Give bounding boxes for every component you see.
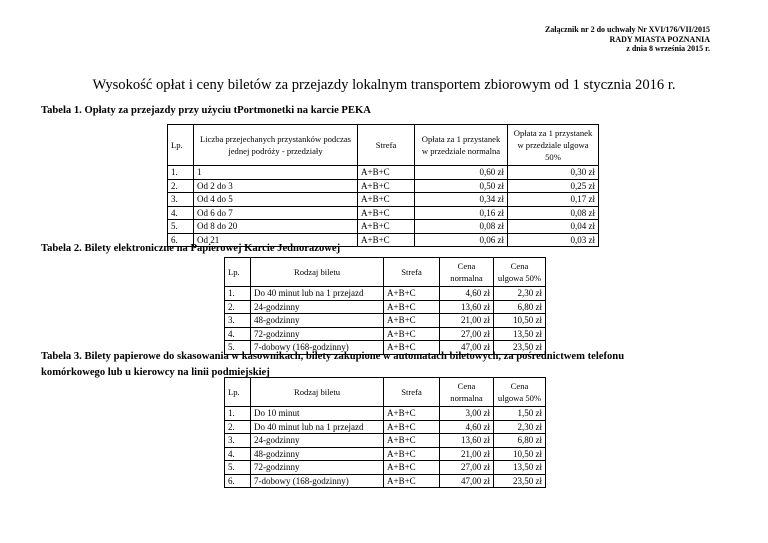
reduced-price-cell: 6,80 zł xyxy=(494,434,546,448)
normal-price-cell: 0,60 zł xyxy=(415,166,508,180)
reduced-price-cell: 0,30 zł xyxy=(508,166,599,180)
lp-cell: 5. xyxy=(168,220,194,234)
type-cell: 48-godzinny xyxy=(251,447,384,461)
table1-header-stops: Liczba przejechanych przystanków podczas jednej podróży - przedziały xyxy=(194,125,358,166)
lp-cell: 3. xyxy=(168,193,194,207)
type-cell: Od 21 xyxy=(194,233,358,247)
lp-cell: 4. xyxy=(168,206,194,220)
table-row xyxy=(168,206,599,220)
table1 xyxy=(167,124,599,247)
type-cell: Od 6 do 7 xyxy=(194,206,358,220)
lp-cell: 1. xyxy=(225,287,251,301)
normal-price-cell: 0,08 zł xyxy=(415,220,508,234)
normal-price-cell: 13,60 zł xyxy=(440,434,494,448)
reduced-price-cell: 0,03 zł xyxy=(508,233,599,247)
table2-header-normal: Cena normalna xyxy=(440,258,494,287)
table-row xyxy=(225,327,546,341)
normal-price-cell: 27,00 zł xyxy=(440,327,494,341)
reduced-price-cell: 0,25 zł xyxy=(508,179,599,193)
reduced-price-cell: 0,08 zł xyxy=(508,206,599,220)
table-row xyxy=(225,447,546,461)
zone-cell: A+B+C xyxy=(358,220,415,234)
table3 xyxy=(224,377,546,488)
reduced-price-cell: 0,04 zł xyxy=(508,220,599,234)
reduced-price-cell: 6,80 zł xyxy=(494,300,546,314)
reduced-price-cell: 13,50 zł xyxy=(494,327,546,341)
table3-header-type: Rodzaj biletu xyxy=(251,378,384,407)
table3-header-zone: Strefa xyxy=(384,378,440,407)
type-cell: 24-godzinny xyxy=(251,434,384,448)
reduced-price-cell: 2,30 zł xyxy=(494,287,546,301)
table-row xyxy=(168,220,599,234)
lp-cell: 1. xyxy=(168,166,194,180)
table-row xyxy=(168,193,599,207)
zone-cell: A+B+C xyxy=(384,327,440,341)
resolution-line-3: z dnia 8 września 2015 r. xyxy=(626,44,710,53)
normal-price-cell: 21,00 zł xyxy=(440,447,494,461)
reduced-price-cell: 0,17 zł xyxy=(508,193,599,207)
normal-price-cell: 0,34 zł xyxy=(415,193,508,207)
zone-cell: A+B+C xyxy=(384,447,440,461)
reduced-price-cell: 2,30 zł xyxy=(494,420,546,434)
table1-header-reduced: Opłata za 1 przystanek w przedziale ulgowa 50% xyxy=(508,125,599,166)
normal-price-cell: 3,00 zł xyxy=(440,407,494,421)
resolution-note xyxy=(545,25,710,54)
type-cell: Od 4 do 5 xyxy=(194,193,358,207)
lp-cell: 2. xyxy=(168,179,194,193)
zone-cell: A+B+C xyxy=(384,341,440,355)
reduced-price-cell: 10,50 zł xyxy=(494,314,546,328)
zone-cell: A+B+C xyxy=(358,206,415,220)
zone-cell: A+B+C xyxy=(358,193,415,207)
lp-cell: 4. xyxy=(225,447,251,461)
lp-cell: 3. xyxy=(225,434,251,448)
normal-price-cell: 0,50 zł xyxy=(415,179,508,193)
type-cell: Do 40 minut lub na 1 przejazd xyxy=(251,420,384,434)
lp-cell: 6. xyxy=(225,474,251,488)
type-cell: 72-godzinny xyxy=(251,327,384,341)
type-cell: 48-godzinny xyxy=(251,314,384,328)
table-row xyxy=(225,420,546,434)
type-cell: 1 xyxy=(194,166,358,180)
reduced-price-cell: 23,50 zł xyxy=(494,341,546,355)
resolution-line-2: RADY MIASTA POZNANIA xyxy=(609,34,710,44)
reduced-price-cell: 10,50 zł xyxy=(494,447,546,461)
zone-cell: A+B+C xyxy=(384,314,440,328)
table2-header-type: Rodzaj biletu xyxy=(251,258,384,287)
zone-cell: A+B+C xyxy=(384,300,440,314)
type-cell: 7-dobowy (168-godzinny) xyxy=(251,341,384,355)
type-cell: Do 10 minut xyxy=(251,407,384,421)
table1-caption: Tabela 1. Opłaty za przejazdy przy użyciu tPortmonetki na karcie PEKA xyxy=(41,105,371,116)
table3-caption-line-1: Tabela 3. Bilety papierowe do skasowania w kasownikach, bilety zakupione w automatach biletowych, za pośrednictwem telefonu xyxy=(41,351,625,362)
normal-price-cell: 0,16 zł xyxy=(415,206,508,220)
reduced-price-cell: 23,50 zł xyxy=(494,474,546,488)
lp-cell: 2. xyxy=(225,300,251,314)
zone-cell: A+B+C xyxy=(384,407,440,421)
type-cell: Od 8 do 20 xyxy=(194,220,358,234)
zone-cell: A+B+C xyxy=(358,179,415,193)
table2-header-lp: Lp. xyxy=(225,258,251,287)
normal-price-cell: 13,60 zł xyxy=(440,300,494,314)
zone-cell: A+B+C xyxy=(384,474,440,488)
table-row xyxy=(225,287,546,301)
table-row xyxy=(168,179,599,193)
normal-price-cell: 47,00 zł xyxy=(440,474,494,488)
table-row xyxy=(225,407,546,421)
document-title: Wysokość opłat i ceny biletów za przejazdy lokalnym transportem zbiorowym od 1 stycznia 2016 r. xyxy=(92,77,676,93)
reduced-price-cell: 1,50 zł xyxy=(494,407,546,421)
table-row xyxy=(225,300,546,314)
lp-cell: 1. xyxy=(225,407,251,421)
normal-price-cell: 4,60 zł xyxy=(440,420,494,434)
type-cell: 7-dobowy (168-godzinny) xyxy=(251,474,384,488)
type-cell: 24-godzinny xyxy=(251,300,384,314)
normal-price-cell: 0,06 zł xyxy=(415,233,508,247)
table3-header-reduced: Cena ulgowa 50% xyxy=(494,378,546,407)
lp-cell: 5. xyxy=(225,461,251,475)
lp-cell: 3. xyxy=(225,314,251,328)
zone-cell: A+B+C xyxy=(384,287,440,301)
resolution-line-1: Załącznik nr 2 do uchwały Nr XVI/176/VII/2015 xyxy=(544,25,710,34)
table2-caption: Tabela 2. Bilety elektroniczne na Papierowej Karcie Jednorazowej xyxy=(41,243,341,254)
table-row xyxy=(225,314,546,328)
table2-header-zone: Strefa xyxy=(384,258,440,287)
table1-header-lp: Lp. xyxy=(168,125,194,166)
zone-cell: A+B+C xyxy=(384,434,440,448)
lp-cell: 6. xyxy=(168,233,194,247)
table1-header-zone: Strefa xyxy=(358,125,415,166)
lp-cell: 2. xyxy=(225,420,251,434)
table2 xyxy=(224,257,546,355)
zone-cell: A+B+C xyxy=(358,233,415,247)
table-row xyxy=(225,474,546,488)
table3-header-normal: Cena normalna xyxy=(440,378,494,407)
table1-header-normal: Opłata za 1 przystanek w przedziale normalna xyxy=(415,125,508,166)
normal-price-cell: 4,60 zł xyxy=(440,287,494,301)
normal-price-cell: 21,00 zł xyxy=(440,314,494,328)
lp-cell: 5. xyxy=(225,341,251,355)
lp-cell: 4. xyxy=(225,327,251,341)
table-row xyxy=(168,166,599,180)
table-row xyxy=(225,461,546,475)
zone-cell: A+B+C xyxy=(384,461,440,475)
zone-cell: A+B+C xyxy=(358,166,415,180)
type-cell: Do 40 minut lub na 1 przejazd xyxy=(251,287,384,301)
table2-header-reduced: Cena ulgowa 50% xyxy=(494,258,546,287)
table3-header-lp: Lp. xyxy=(225,378,251,407)
table3-caption-line-2: komórkowego lub u kierowcy na linii podmiejskiej xyxy=(41,367,270,378)
type-cell: 72-godzinny xyxy=(251,461,384,475)
table-row xyxy=(225,434,546,448)
zone-cell: A+B+C xyxy=(384,420,440,434)
normal-price-cell: 47,00 zł xyxy=(440,341,494,355)
type-cell: Od 2 do 3 xyxy=(194,179,358,193)
normal-price-cell: 27,00 zł xyxy=(440,461,494,475)
reduced-price-cell: 13,50 zł xyxy=(494,461,546,475)
